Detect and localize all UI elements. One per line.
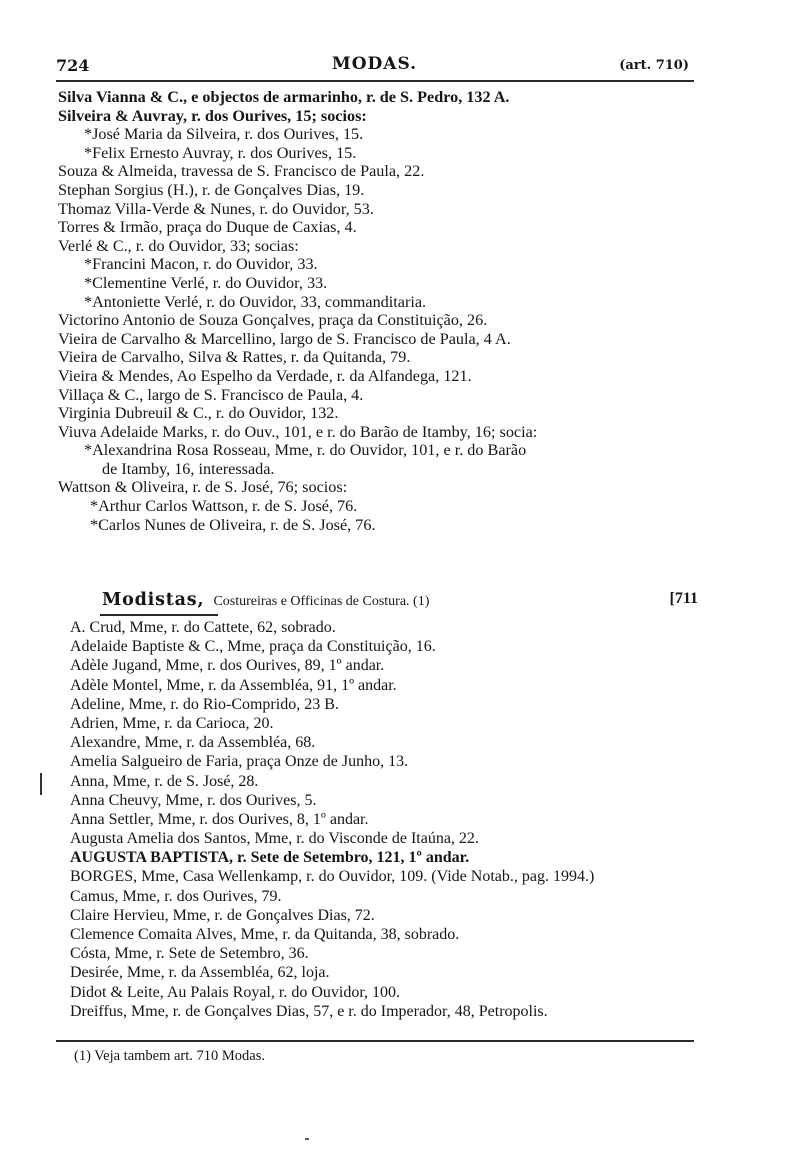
list-item: *Alexandrina Rosa Rosseau, Mme, r. do Ouvidor, 101, e r. do Barão — [84, 441, 527, 460]
list-item: *José Maria da Silveira, r. dos Ourives, 15. — [84, 125, 364, 144]
header-rule — [56, 80, 694, 82]
list-item: *Arthur Carlos Wattson, r. de S. José, 76. — [90, 497, 358, 516]
list-item: Augusta Amelia dos Santos, Mme, r. do Visconde de Itaúna, 22. — [70, 830, 479, 848]
section-number: [711 — [669, 590, 698, 607]
article-reference: (art. 710) — [619, 58, 689, 73]
list-item: Souza & Almeida, travessa de S. Francisco de Paula, 22. — [58, 162, 425, 181]
entries-list — [58, 88, 698, 534]
list-item: Amelia Salgueiro de Faria, praça Onze de Junho, 13. — [70, 753, 409, 771]
list-item: de Itamby, 16, interessada. — [102, 459, 275, 478]
list-item: Didot & Leite, Au Palais Royal, r. do Ouvidor, 100. — [70, 983, 400, 1001]
footnote: (1) Veja tambem art. 710 Modas. — [74, 1048, 266, 1064]
list-item: Verlé & C., r. do Ouvidor, 33; socias: — [58, 236, 299, 255]
list-item: Claire Hervieu, Mme, r. de Gonçalves Dias, 72. — [70, 906, 375, 924]
list-item: *Clementine Verlé, r. do Ouvidor, 33. — [84, 273, 328, 292]
list-item: Anna Cheuvy, Mme, r. dos Ourives, 5. — [70, 791, 317, 809]
list-item: Stephan Sorgius (H.), r. de Gonçalves Dias, 19. — [58, 180, 365, 199]
section-subtitle: Costureiras e Officinas de Costura. (1) — [213, 594, 430, 609]
list-item: Anna Settler, Mme, r. dos Ourives, 8, 1º andar. — [70, 810, 369, 828]
list-item: Vieira & Mendes, Ao Espelho da Verdade, r. da Alfandega, 121. — [58, 366, 472, 385]
list-item: Cósta, Mme, r. Sete de Setembro, 36. — [70, 945, 309, 963]
list-item: Desirée, Mme, r. da Assembléa, 62, loja. — [70, 964, 330, 982]
page-header — [56, 50, 693, 78]
list-item: *Carlos Nunes de Oliveira, r. de S. José, 76. — [90, 515, 376, 534]
list-item: Vieira de Carvalho, Silva & Rattes, r. da Quitanda, 79. — [58, 348, 411, 367]
list-item: Alexandre, Mme, r. da Assembléa, 68. — [70, 734, 316, 752]
list-item: Anna, Mme, r. de S. José, 28. — [70, 772, 259, 790]
list-item: Victorino Antonio de Souza Gonçalves, praça da Constituição, 26. — [58, 311, 488, 330]
list-item: Adèle Jugand, Mme, r. dos Ourives, 89, 1º andar. — [70, 657, 385, 675]
list-item: BORGES, Mme, Casa Wellenkamp, r. do Ouvidor, 109. (Vide Notab., pag. 1994.) — [70, 868, 595, 886]
list-item: Adeline, Mme, r. do Rio-Comprido, 23 B. — [70, 695, 339, 713]
list-item: Thomaz Villa-Verde & Nunes, r. do Ouvidor, 53. — [58, 199, 374, 218]
section-underline — [100, 614, 218, 616]
list-item: A. Crud, Mme, r. do Cattete, 62, sobrado. — [70, 619, 336, 636]
list-item: *Felix Ernesto Auvray, r. dos Ourives, 15. — [84, 143, 357, 162]
list-item: Silva Vianna & C., e objectos de armarinho, r. de S. Pedro, 132 A. — [58, 88, 510, 106]
list-item: Torres & Irmão, praça do Duque de Caxias, 4. — [58, 218, 357, 237]
list-item: Camus, Mme, r. dos Ourives, 79. — [70, 887, 282, 905]
list-item: Silveira & Auvray, r. dos Ourives, 15; socios: — [58, 106, 367, 125]
list-item: *Francini Macon, r. do Ouvidor, 33. — [84, 255, 318, 274]
margin-mark — [40, 773, 42, 795]
footnote-rule — [56, 1040, 694, 1042]
print-speck — [305, 1138, 309, 1140]
list-item: Adelaide Baptiste & C., Mme, praça da Constituição, 16. — [70, 638, 436, 656]
section-heading — [102, 590, 698, 614]
list-item: Vieira de Carvalho & Marcellino, largo de S. Francisco de Paula, 4 A. — [58, 329, 511, 348]
modistas-list — [70, 618, 700, 1021]
list-item: AUGUSTA BAPTISTA, r. Sete de Setembro, 121, 1º andar. — [70, 849, 470, 867]
list-item: Viuva Adelaide Marks, r. do Ouv., 101, e r. do Barão de Itamby, 16; socia: — [58, 422, 538, 441]
list-item: Adèle Montel, Mme, r. da Assembléa, 91, 1º andar. — [70, 676, 397, 694]
page-title: MODAS. — [331, 54, 418, 74]
list-item: Clemence Comaita Alves, Mme, r. da Quitanda, 38, sobrado. — [70, 926, 460, 943]
list-item: Virginia Dubreuil & C., r. do Ouvidor, 132. — [58, 404, 339, 423]
list-item: Wattson & Oliveira, r. de S. José, 76; socios: — [58, 478, 348, 497]
list-item: *Antoniette Verlé, r. do Ouvidor, 33, commanditaria. — [84, 292, 427, 311]
list-item: Dreiffus, Mme, r. de Gonçalves Dias, 57, e r. do Imperador, 48, Petropolis. — [70, 1002, 548, 1020]
list-item: Villaça & C., largo de S. Francisco de Paula, 4. — [58, 385, 364, 404]
page-number: 724 — [56, 56, 90, 75]
section-title: Modistas, — [102, 590, 205, 610]
list-item: Adrien, Mme, r. da Carioca, 20. — [70, 714, 274, 732]
